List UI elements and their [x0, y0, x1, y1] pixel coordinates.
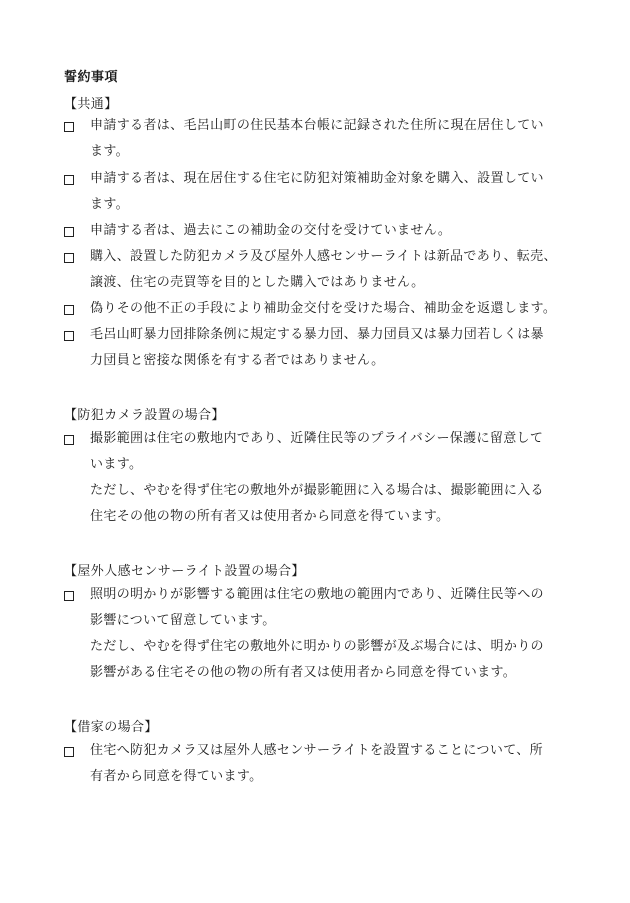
checkbox[interactable] — [64, 175, 74, 185]
section-heading-camera: 【防犯カメラ設置の場合】 — [64, 408, 225, 423]
checkbox[interactable] — [64, 747, 74, 757]
page-title: 誓約事項 — [64, 70, 119, 85]
checkbox[interactable] — [64, 435, 74, 445]
pledge-text: 申請する者は、毛呂山町の住民基本台帳に記録された住所に現在居住してい ます。 — [90, 118, 544, 159]
pledge-text: 申請する者は、現在居住する住宅に防犯対策補助金対象を購入、設置してい ます。 — [90, 171, 544, 212]
section-heading-light: 【屋外人感センサーライト設置の場合】 — [64, 564, 305, 579]
section-heading-common: 【共通】 — [64, 97, 118, 112]
pledge-text: 住宅へ防犯カメラ又は屋外人感センサーライトを設置することについて、所 有者から同意を得ています。 — [90, 743, 543, 784]
pledge-text: 毛呂山町暴力団排除条例に規定する暴力団、暴力団員又は暴力団若しくは暴 力団員と密接な関係を有する者ではありません。 — [90, 327, 544, 368]
pledge-text: 照明の明かりが影響する範囲は住宅の敷地の範囲内であり、近隣住民等への 影響について留意しています。 ただし、やむを得ず住宅の敷地外に明かりの影響が及ぶ場合には、明かりの 影響がある住宅その他の物の所有者又は使用者から同意を得ています。 — [90, 587, 544, 680]
pledge-text: 申請する者は、過去にこの補助金の交付を受けていません。 — [90, 223, 452, 238]
checkbox[interactable] — [64, 122, 74, 132]
pledge-text: 撮影範囲は住宅の敷地内であり、近隣住民等のプライバシー保護に留意して います。 ただし、やむを得ず住宅の敷地外が撮影範囲に入る場合は、撮影範囲に入る 住宅その他の物の所有者又は使用者から同意を得ています。 — [90, 431, 544, 524]
pledge-text: 購入、設置した防犯カメラ及び屋外人感センサーライトは新品であり、転売、 譲渡、住宅の売買等を目的とした購入ではありません。 — [90, 249, 557, 290]
checkbox[interactable] — [64, 331, 74, 341]
pledge-text: 偽りその他不正の手段により補助金交付を受けた場合、補助金を返還します。 — [90, 301, 557, 316]
checkbox[interactable] — [64, 227, 74, 237]
section-heading-rental: 【借家の場合】 — [64, 720, 158, 735]
checkbox[interactable] — [64, 305, 74, 315]
checkbox[interactable] — [64, 253, 74, 263]
checkbox[interactable] — [64, 591, 74, 601]
